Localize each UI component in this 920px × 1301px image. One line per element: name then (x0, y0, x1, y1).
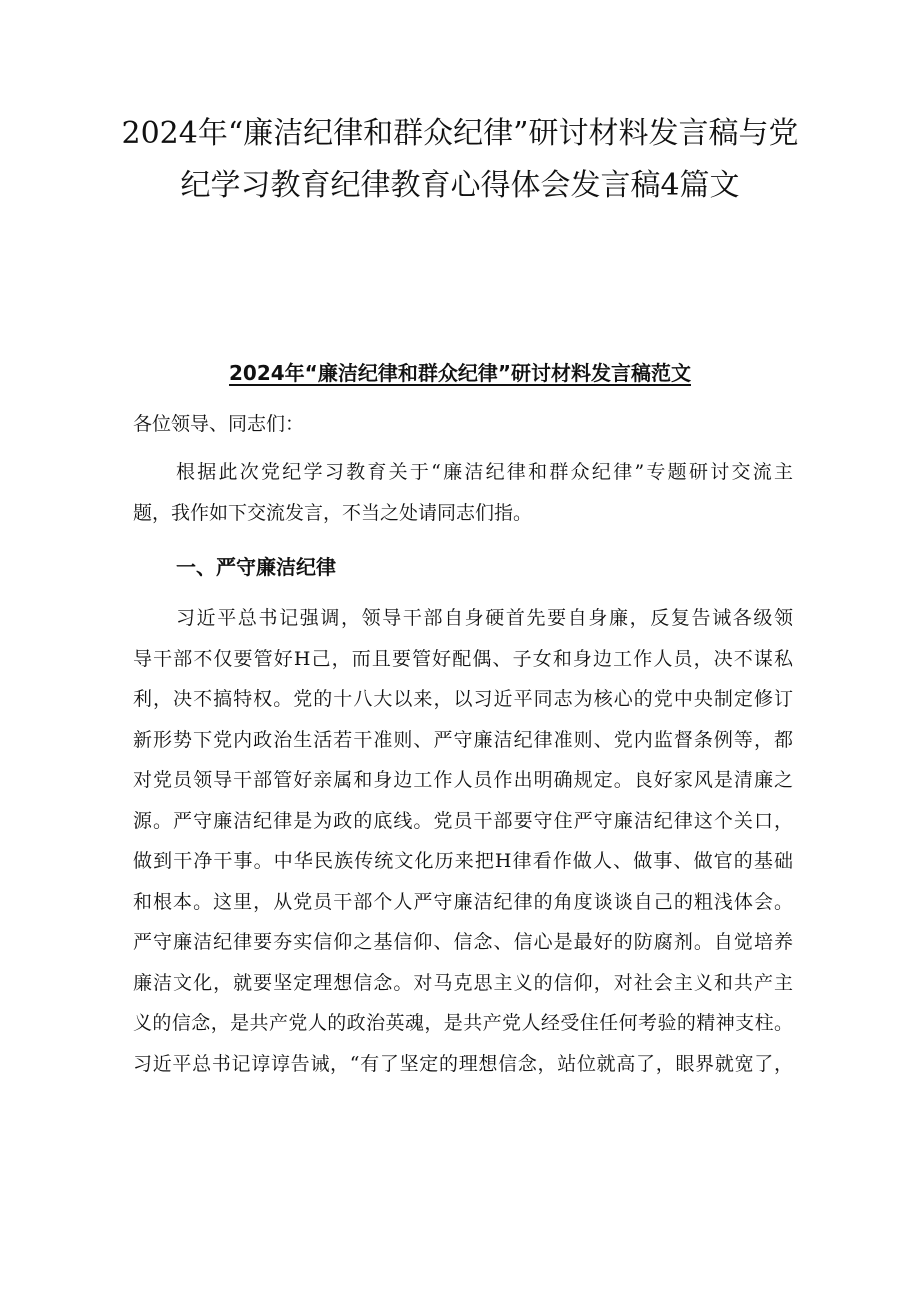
paragraph-line: 义的信念，是共产党人的政治英魂，是共产党人经受住任何考验的精神支柱。 (133, 1012, 793, 1034)
paragraph-body (133, 598, 793, 1084)
paragraph-line: 廉洁文化，就要坚定理想信念。对马克思主义的信仰，对社会主义和共产主 (133, 971, 793, 994)
paragraph-line: 新形势下党内政治生活若干准则、严守廉洁纪律准则、党内监督条例等，都 (133, 728, 793, 751)
paragraph-line: 做到干净干事。中华民族传统文化历来把H律看作做人、做事、做官的基础 (133, 850, 793, 872)
paragraph-intro (133, 452, 793, 533)
paragraph-line: 和根本。这里，从党员干部个人严守廉洁纪律的角度谈谈自己的粗浅体会。 (133, 890, 793, 913)
paragraph-line: 利，决不搞特权。党的十八大以来，以习近平同志为核心的党中央制定修订 (133, 688, 793, 710)
section-heading-1: 一、严守廉洁纪律 (176, 555, 336, 579)
paragraph-line: 习近平总书记强调，领导干部自身硬首先要自身廉，反复告诫各级领 (176, 607, 793, 629)
section-title: 2024年“廉洁纪律和群众纪律”研讨材料发言稿范文 (229, 361, 691, 385)
paragraph-line: 导干部不仅要管好H己，而且要管好配偶、子女和身边工作人员，决不谋私 (133, 647, 793, 670)
paragraph-line: 题，我作如下交流发言，不当之处请同志们指。 (133, 501, 533, 524)
paragraph-line: 对党员领导干部管好亲属和身边工作人员作出明确规定。良好家风是清廉之 (133, 769, 793, 791)
paragraph-line: 严守廉洁纪律要夯实信仰之基信仰、信念、信心是最好的防腐剂。自觉培养 (133, 931, 793, 953)
document-title-line-1: 2024年“廉洁纪律和群众纪律”研讨材料发言稿与党 (121, 116, 799, 151)
paragraph-line: 根据此次党纪学习教育关于“廉洁纪律和群众纪律”专题研讨交流主 (176, 461, 793, 483)
document-title-line-2: 纪学习教育纪律教育心得体会发言稿4篇文 (180, 168, 740, 203)
salutation: 各位领导、同志们： (133, 413, 305, 435)
document-title (110, 108, 810, 212)
paragraph-line: 习近平总书记谆谆告诫，“有了坚定的理想信念，站位就高了，眼界就宽了， (133, 1052, 793, 1075)
paragraph-line: 源。严守廉洁纪律是为政的底线。党员干部要守住严守廉洁纪律这个关口， (133, 809, 793, 832)
